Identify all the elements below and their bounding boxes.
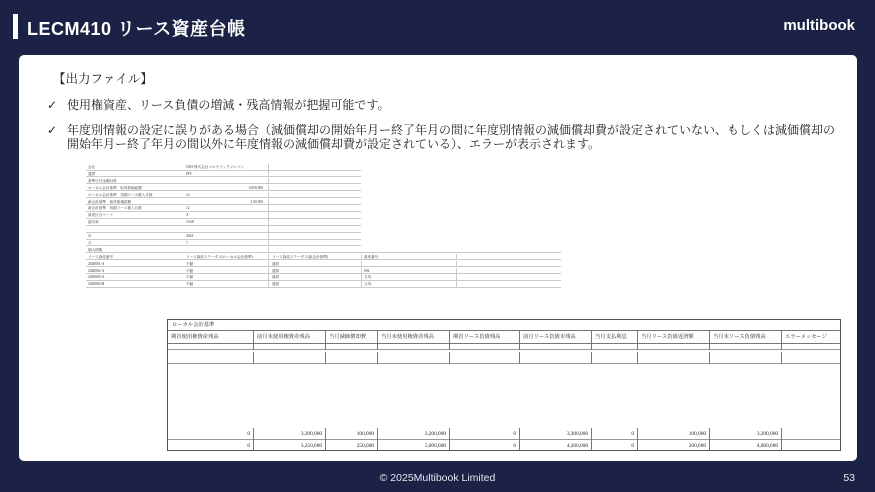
sheet-gridline — [268, 281, 269, 287]
sheet-cell: 資産番号 — [364, 254, 379, 259]
sheet-cell: 年 — [88, 234, 92, 238]
sheet-cell: 通常 — [272, 268, 280, 273]
sheet-row — [86, 205, 361, 212]
sheet-gridline — [361, 268, 362, 274]
sheet-cell: 2020004-B — [88, 282, 105, 287]
table-cell — [378, 352, 450, 364]
sheet-cell: 通貨 — [88, 171, 96, 176]
sheet-cell: 2020001-A — [88, 261, 105, 266]
table-cell — [450, 352, 520, 364]
sheet-cell: リース資産ステータス(新会計基準) — [272, 254, 329, 259]
sheet-cell: 10.00 — [186, 220, 195, 225]
table-cell — [254, 352, 326, 364]
sheet-cell: 基準日付金額対象 — [88, 178, 117, 183]
sheet-gridline — [361, 261, 362, 267]
table-cell: 0 — [450, 440, 520, 451]
sheet-gridline — [456, 268, 457, 274]
sheet-cell: リース資産番号 — [88, 254, 113, 259]
table-cell — [168, 338, 254, 350]
column-header: 当月末リース負債残高 — [710, 331, 782, 344]
column-header: エラーメッセージ — [782, 331, 841, 344]
sheet-row — [86, 178, 361, 185]
sheet-gridline — [268, 199, 269, 205]
copyright: © 2025Multibook Limited — [379, 472, 496, 484]
column-header: 当月末使用権資産残高 — [378, 331, 450, 344]
content-panel — [19, 55, 857, 461]
sheet-cell: 不動 — [186, 268, 194, 273]
sheet-cell: 不動 — [186, 282, 194, 287]
sheet-gridline — [456, 261, 457, 267]
sheet-cell: 不動 — [186, 261, 194, 266]
column-header: 前月末使用権資産残高 — [254, 331, 326, 344]
table-cell — [450, 338, 520, 350]
sheet-gridline — [268, 205, 269, 211]
page-title: LECM410 リース資産台帳 — [27, 19, 246, 39]
sheet-cell: 3,50,500 — [250, 199, 263, 204]
table-cell: 100,000 — [326, 428, 378, 440]
table-row — [168, 352, 840, 364]
sheet-cell: 12 — [186, 192, 190, 197]
excel-screenshot-local-gaap — [167, 319, 841, 451]
bullet-item — [47, 123, 837, 151]
sheet-row — [86, 233, 361, 240]
sheet-row — [86, 226, 361, 233]
sheet-cell: 個人情報 — [88, 247, 103, 252]
sheet-gridline — [268, 240, 269, 246]
sheet-cell: 文具 — [364, 275, 372, 280]
sheet-gridline — [268, 268, 269, 274]
sheet-gridline — [268, 254, 269, 260]
table-cell: 4,200,000 — [520, 440, 592, 451]
table-cell: 3,200,000 — [710, 428, 782, 440]
sheet-row — [86, 281, 561, 288]
table-cell: 3,300,000 — [254, 428, 326, 440]
sheet-gridline — [268, 233, 269, 239]
sheet-gridline — [268, 185, 269, 191]
table-cell — [378, 338, 450, 350]
table-cell — [592, 352, 638, 364]
sheet-row — [86, 192, 361, 199]
sheet-cell: 会社 — [88, 165, 96, 169]
table-cell: 0 — [592, 428, 638, 440]
sheet-gridline — [268, 212, 269, 218]
check-icon: ✓ — [47, 98, 58, 112]
sheet-cell: JPY — [186, 171, 192, 176]
column-header: 当月支払利息 — [592, 331, 638, 344]
sheet-gridline — [268, 261, 269, 267]
sheet-cell: 通常 — [272, 282, 280, 287]
sheet-cell: 002 — [364, 268, 370, 273]
table-cell — [710, 352, 782, 364]
sheet-gridline — [361, 281, 362, 287]
table-title: ローカル会計基準 — [168, 320, 840, 331]
bullet-text: 使用権資産、リース負債の増減・残高情報が把握可能です。 — [67, 98, 390, 112]
table-cell: 3,250,000 — [254, 440, 326, 451]
sheet-gridline — [361, 254, 362, 260]
section-title: 【出力ファイル】 — [53, 72, 153, 86]
table-cell — [592, 338, 638, 350]
sheet-row — [86, 254, 561, 261]
table-cell — [638, 338, 710, 350]
sheet-gridline — [268, 178, 269, 184]
table-cell: 250,000 — [326, 440, 378, 451]
sheet-row — [86, 274, 561, 281]
sheet-row — [86, 247, 561, 254]
sheet-cell: 2020003-A — [88, 275, 105, 280]
sheet-cell: 不動 — [186, 275, 194, 280]
table-row — [168, 440, 840, 451]
excel-screenshot-header — [86, 164, 561, 317]
column-header: 期首リース負債残高 — [450, 331, 520, 344]
sheet-gridline — [268, 274, 269, 280]
sheet-row — [86, 219, 361, 226]
table-cell — [782, 440, 841, 451]
table-cell: 3,200,000 — [378, 428, 450, 440]
table-cell — [254, 338, 326, 350]
table-cell — [782, 338, 841, 350]
sheet-gridline — [268, 164, 269, 170]
sheet-cell: 資産区分コード — [88, 213, 114, 218]
column-header: 前月リース負債末残高 — [520, 331, 592, 344]
table-cell — [326, 352, 378, 364]
sheet-gridline — [268, 219, 269, 225]
header-accent-bar — [13, 14, 18, 39]
bullet-text: 年度別情報の設定に誤りがある場合（減価償却の開始年月ー終了年月の間に年度別情報の減価償却費が設定されていない、もしくは減価償却の開始年月ー終了年月の間以外に年度情報の減価償却費が設定されている）、エラーが表示されます。 — [67, 123, 836, 151]
sheet-gridline — [456, 254, 457, 260]
sheet-cell: A — [186, 213, 189, 218]
sheet-row — [86, 199, 361, 206]
sheet-cell: 新会計基準 初期リース債入月数 — [88, 206, 142, 211]
sheet-cell: 文具 — [364, 282, 372, 287]
column-header: 当月リース負債返済額 — [638, 331, 710, 344]
sheet-gridline — [456, 274, 457, 280]
bullet-item — [47, 98, 837, 112]
sheet-row — [86, 240, 361, 247]
sheet-cell: 新会計基準 取得原価総額 — [88, 199, 132, 204]
sheet-cell: ローカル会計基準 初期リース債入月数 — [88, 192, 153, 197]
check-icon: ✓ — [47, 123, 58, 137]
table-row — [168, 338, 840, 350]
sheet-cell: 1001 株式会社マルチブックジャパン — [186, 165, 245, 169]
table-cell: 0 — [168, 440, 254, 451]
sheet-cell: 12 — [186, 206, 190, 211]
sheet-row — [86, 261, 561, 268]
sheet-cell: ローカル会計基準 取得原価総額 — [88, 185, 142, 190]
sheet-cell: 3,850,580 — [248, 185, 263, 190]
table-cell — [710, 338, 782, 350]
table-cell — [638, 352, 710, 364]
sheet-cell: 2024 — [186, 234, 194, 238]
sheet-gridline — [268, 247, 269, 253]
sheet-cell: 通常 — [272, 261, 280, 266]
page-number: 53 — [843, 472, 855, 484]
sheet-cell: 月 — [88, 240, 92, 245]
table-cell: 0 — [450, 428, 520, 440]
table-cell: 100,000 — [638, 428, 710, 440]
table-cell — [782, 428, 841, 440]
sheet-row — [86, 212, 361, 219]
multibook-logo: multibook — [783, 17, 855, 34]
table-cell: 0 — [592, 440, 638, 451]
sheet-gridline — [268, 226, 269, 232]
sheet-row — [86, 185, 361, 192]
table-cell: 4,000,000 — [710, 440, 782, 451]
table-cell — [520, 338, 592, 350]
table-cell — [326, 338, 378, 350]
sheet-cell: 2020002-A — [88, 268, 105, 273]
sheet-row — [86, 268, 561, 275]
table-cell: 5,000,000 — [378, 440, 450, 451]
column-header: 期首使用権資産残高 — [168, 331, 254, 344]
sheet-cell: 割引率 — [88, 220, 99, 225]
sheet-cell: 7 — [186, 240, 188, 245]
column-header: 当月減価償却費 — [326, 331, 378, 344]
sheet-cell: リース資産ステータス(ローカル会計基準) — [186, 254, 253, 259]
table-cell: 200,000 — [638, 440, 710, 451]
sheet-gridline — [456, 281, 457, 287]
sheet-row — [86, 171, 361, 178]
table-cell — [782, 352, 841, 364]
table-cell — [520, 352, 592, 364]
sheet-gridline — [268, 171, 269, 177]
table-cell: 0 — [168, 428, 254, 440]
sheet-row — [86, 164, 361, 171]
table-cell: 3,300,000 — [520, 428, 592, 440]
sheet-gridline — [361, 274, 362, 280]
table-row — [168, 428, 840, 440]
table-cell — [168, 352, 254, 364]
sheet-gridline — [268, 192, 269, 198]
sheet-cell: 通常 — [272, 275, 280, 280]
